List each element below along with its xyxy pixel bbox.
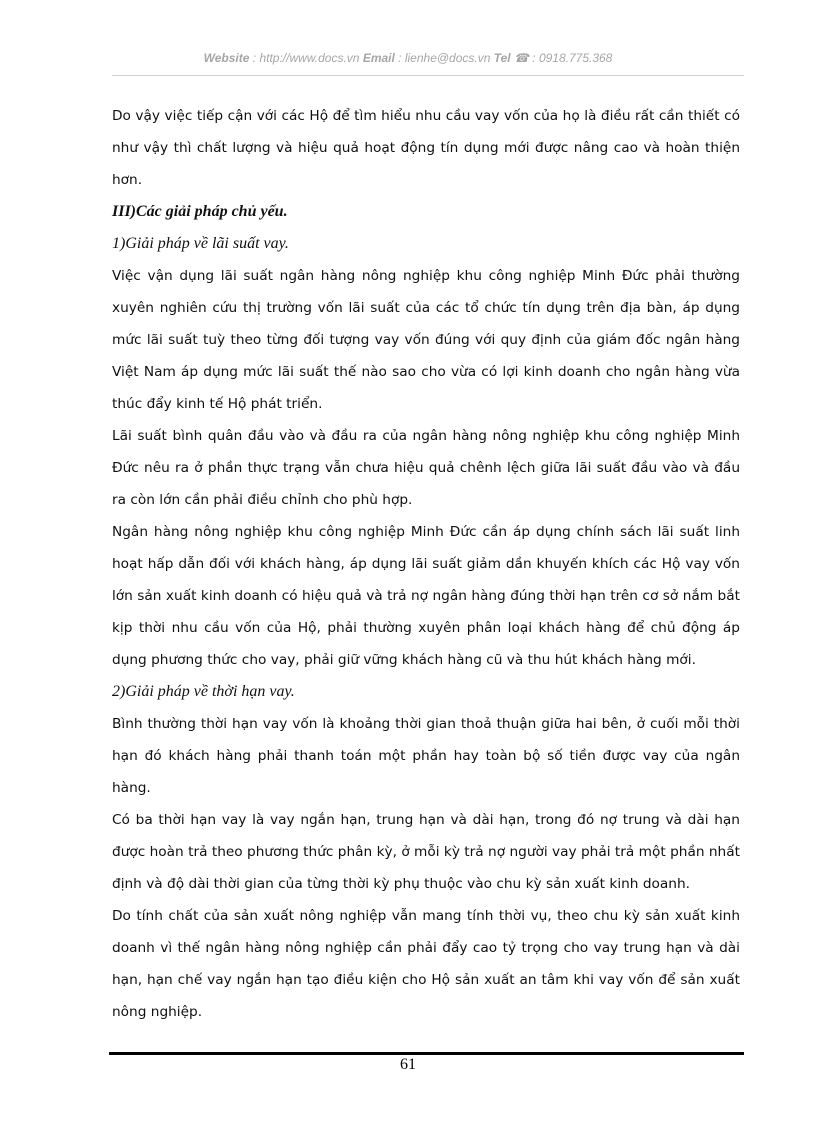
section-heading: III)Các giải pháp chủ yếu. xyxy=(112,203,288,220)
page-number: 61 xyxy=(400,1056,416,1073)
paragraph-7: Do tính chất của sản xuất nông nghiệp vẫn mang tính thời vụ, theo chu kỳ sản xuất kinh doanh vì thế ngân hàng nông nghiệp cần phải đẩy cao tỷ trọng cho vay trung hạn và dài hạn, hạn chế vay ngắn hạn tạo điều kiện cho Hộ sản xuất an tâm khi vay vốn để sản xuất nông nghiệp. xyxy=(112,908,740,1020)
subsection-heading-2: 2)Giải pháp về thời hạn vay. xyxy=(112,683,295,700)
paragraph-4: Ngân hàng nông nghiệp khu công nghiệp Minh Đức cần áp dụng chính sách lãi suất linh hoạt hấp dẫn đối với khách hàng, áp dụng lãi suất giảm dần khuyến khích các Hộ vay vốn lớn sản xuất kinh doanh có hiệu quả và trả nợ ngân hàng đúng thời hạn trên cơ sở nắm bắt kịp thời nhu cầu vốn của Hộ, phải thường xuyên phân loại khách hàng để chủ động áp dụng phương thức cho vay, phải giữ vững khách hàng cũ và thu hút khách hàng mới. xyxy=(112,524,740,668)
footer-divider xyxy=(109,1052,744,1055)
page-header xyxy=(0,51,816,65)
header-divider xyxy=(112,75,744,76)
website-value: : http://www.docs.vn xyxy=(249,51,363,65)
tel-value: ☎ : 0918.775.368 xyxy=(510,51,613,65)
paragraph-5: Bình thường thời hạn vay vốn là khoảng thời gian thoả thuận giữa hai bên, ở cuối mỗi thời hạn đó khách hàng phải thanh toán một phần hay toàn bộ số tiền được vay của ngân hàng. xyxy=(112,716,740,796)
paragraph-2: Việc vận dụng lãi suất ngân hàng nông nghiệp khu công nghiệp Minh Đức phải thường xuyên nghiên cứu thị trường vốn lãi suất của các tổ chức tín dụng trên địa bàn, áp dụng mức lãi suất tuỳ theo từng đối tượng vay vốn đúng với quy định của giám đốc ngân hàng Việt Nam áp dụng mức lãi suất thế nào sao cho vừa có lợi kinh doanh cho ngân hàng vừa thúc đẩy kinh tế Hộ phát triển. xyxy=(112,268,740,412)
paragraph-1: Do vậy việc tiếp cận với các Hộ để tìm hiểu nhu cầu vay vốn của họ là điều rất cần thiết có như vậy thì chất lượng và hiệu quả hoạt động tín dụng mới được nâng cao và hoàn thiện hơn. xyxy=(112,108,740,188)
body-content xyxy=(112,100,740,1028)
email-value: : lienhe@docs.vn xyxy=(394,51,494,65)
email-label: Email xyxy=(362,51,395,65)
website-label: Website xyxy=(203,51,250,65)
tel-label: Tel xyxy=(493,51,511,65)
paragraph-3: Lãi suất bình quân đầu vào và đầu ra của ngân hàng nông nghiệp khu công nghiệp Minh Đức nêu ra ở phần thực trạng vẫn chưa hiệu quả chênh lệch giữa lãi suất đầu vào và đầu ra còn lớn cần phải điều chỉnh cho phù hợp. xyxy=(112,428,740,508)
subsection-heading-1: 1)Giải pháp về lãi suất vay. xyxy=(112,235,289,252)
paragraph-6: Có ba thời hạn vay là vay ngắn hạn, trung hạn và dài hạn, trong đó nợ trung và dài hạn được hoàn trả theo phương thức phân kỳ, ở mỗi kỳ trả nợ người vay phải trả một phần nhất định và độ dài thời gian của từng thời kỳ phụ thuộc vào chu kỳ sản xuất kinh doanh. xyxy=(112,812,740,892)
